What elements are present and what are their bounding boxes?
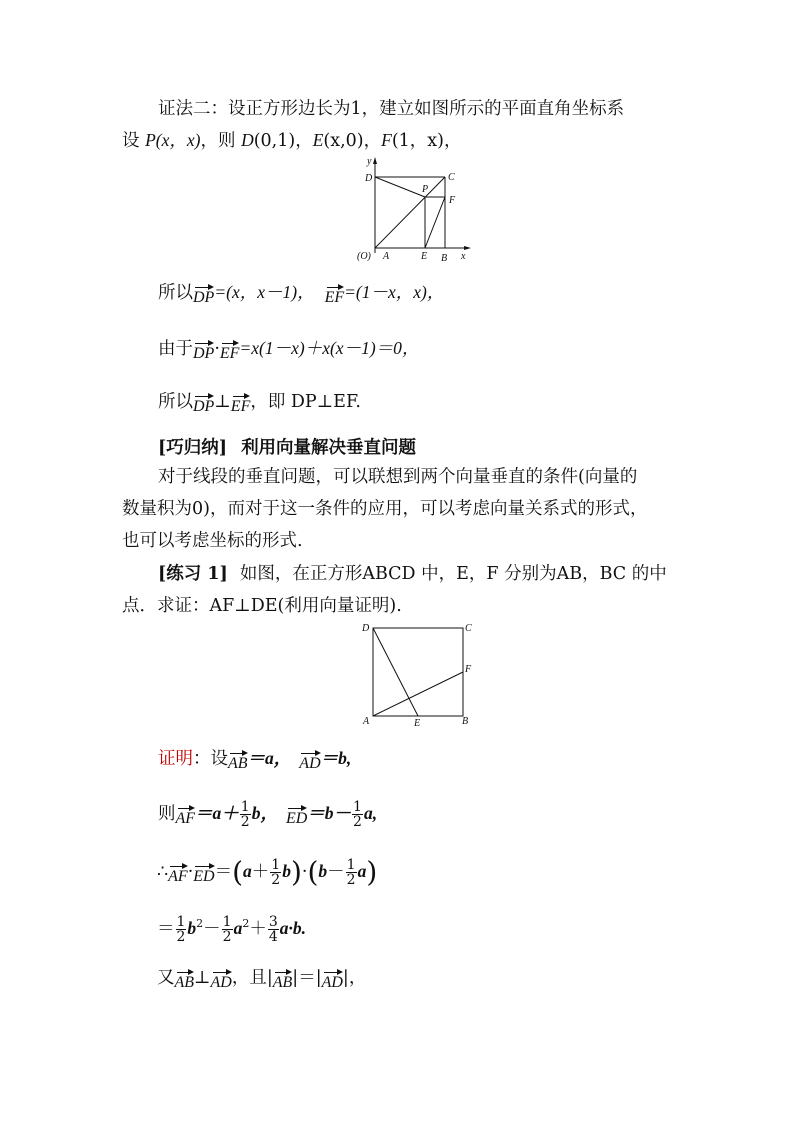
frac-half-4 [346, 858, 357, 887]
ed-expr-2: a, [363, 803, 378, 823]
exercise-line-1 [158, 562, 667, 586]
diagonal-ac [375, 177, 445, 248]
exercise-tag: [练习 1] [158, 564, 228, 584]
coordinate-figure [355, 155, 480, 265]
perp-conclusion-line [158, 390, 361, 415]
point-d: D [241, 130, 254, 150]
frac-den-3: 2 [271, 872, 281, 888]
label-b2: B [462, 716, 469, 727]
suoyi-text-2: 所以 [158, 392, 193, 412]
equals-1: ＝ [214, 862, 233, 882]
frac-den-2: 2 [353, 814, 362, 830]
proof2-intro: 证法二：设正方形边长为1，建立如图所示的平面直角坐标系 [158, 99, 625, 119]
vec-ab-3: AB [273, 969, 293, 991]
vec-ad-2: AD [211, 969, 232, 991]
label-x: x [461, 251, 466, 262]
point-f-coords: (1，x)， [391, 131, 462, 151]
label-y: y [367, 156, 372, 167]
segment-de [373, 628, 418, 716]
segment-af [373, 672, 463, 716]
point-d-coords: (0,1)， [253, 131, 313, 151]
af-ed-line [158, 800, 377, 829]
frac-num-7: 3 [268, 913, 278, 930]
frac-num-3: 1 [271, 857, 281, 873]
exercise-line-2: 点．求证：AF⊥DE(利用向量证明). [122, 596, 402, 616]
suoyi-text: 所以 [158, 283, 193, 303]
frac-num-6: 1 [222, 913, 232, 930]
af-expr-1: ＝a＋ [195, 803, 239, 823]
ed-expr-1: ＝b－ [307, 803, 352, 823]
summary-line-2: 数量积为0)，而对于这一条件的应用，可以考虑向量关系式的形式， [122, 499, 648, 519]
vec-ab: AB [228, 750, 248, 772]
ef-value: =(1－x，x)， [344, 282, 445, 302]
therefore-symbol: ∴ [157, 862, 169, 882]
frac-num-4: 1 [346, 857, 356, 873]
frac-half-3 [270, 858, 281, 887]
label-e2: E [414, 718, 421, 729]
abs-eq: |＝| [292, 968, 322, 988]
dp-value: =(x，x－1)， [214, 282, 315, 302]
summary-line-1: 对于线段的垂直问题，可以联想到两个向量垂直的条件(向量的 [158, 467, 638, 487]
square-figure [358, 618, 478, 730]
point-p-coords: (x，x) [155, 130, 201, 150]
af-expr-2: b， [251, 803, 278, 823]
frac-half [240, 800, 251, 829]
vec-ef-3: EF [231, 393, 251, 415]
eq-b: ＝b, [320, 748, 352, 768]
label-o: (O) [357, 251, 371, 262]
label-b: B [441, 253, 448, 264]
point-e: E [312, 130, 324, 150]
label-d: D [365, 173, 373, 184]
you-text: 又 [157, 968, 175, 988]
summary-title: 利用向量解决垂直问题 [241, 438, 417, 458]
label-c2: C [465, 623, 472, 634]
vec-ed: ED [286, 805, 307, 827]
vec-ab-2: AB [175, 969, 195, 991]
y-axis-arrow-icon [373, 157, 377, 164]
summary-heading [158, 436, 416, 460]
label-a2: A [363, 716, 370, 727]
vec-af-2: AF [168, 863, 188, 885]
frac-num-5: 1 [176, 913, 186, 930]
point-e-coords: (x,0)， [323, 131, 382, 151]
label-p: P [422, 184, 429, 195]
label-e: E [421, 251, 428, 262]
exercise-text-1: 如图，在正方形ABCD 中，E，F 分别为AB，BC 的中 [239, 564, 667, 584]
frac-num-2: 1 [353, 799, 362, 815]
result-tail: a·b. [279, 917, 307, 938]
vec-ef-2: EF [220, 340, 240, 362]
vec-ad: AD [299, 750, 320, 772]
point-f: F [381, 130, 392, 150]
label-f: F [449, 195, 456, 206]
perp-symbol: ⊥ [214, 392, 231, 412]
summary-line-3: 也可以考虑坐标的形式. [122, 531, 303, 551]
vec-ef: EF [325, 284, 345, 306]
frac-den-7: 4 [268, 928, 278, 945]
frac-den: 2 [240, 814, 250, 830]
label-a: A [383, 251, 390, 262]
proof2-set-coords [122, 128, 462, 153]
vec-af: AF [176, 805, 196, 827]
frac-den-6: 2 [222, 928, 232, 945]
dot-expand-line: ∴AF·ED＝(a＋ $\frac{1}{2}$ b)·(b－ $\frac{1}{2}$ a) [157, 855, 378, 889]
frac-num: 1 [240, 799, 250, 815]
qie-text: ，且| [231, 968, 273, 988]
abs-end: |， [342, 968, 367, 988]
ze-text: 则 [158, 804, 176, 824]
result-line: ＝ $\frac{1}{2}$ $b^2-$ $\frac{1}{2}$ $a^2+$ $\frac{3}{4}$ a·b. [157, 913, 307, 945]
frac-half-5 [176, 915, 187, 944]
frac-den-4: 2 [346, 872, 356, 888]
square-abcd [373, 628, 463, 716]
conclusion-text: ，即 DP⊥EF. [250, 392, 361, 412]
eq-a: ＝a， [247, 748, 292, 768]
proof-setup-line [158, 746, 351, 772]
vec-dp-2: DP [193, 340, 214, 362]
vec-ed-2: ED [193, 863, 214, 885]
label-d2: D [362, 623, 370, 634]
vec-dp: DP [193, 284, 214, 306]
then-text: ，则 [200, 131, 242, 151]
frac-half-6 [222, 915, 233, 944]
perp-condition-line [157, 966, 366, 991]
perp-symbol-2: ⊥ [194, 968, 211, 988]
youyu-text: 由于 [158, 339, 193, 359]
dot-value: =x(1－x)＋x(x－1)＝0， [239, 338, 420, 358]
segment-dp [375, 177, 425, 197]
vec-ad-3: AD [322, 969, 343, 991]
proof-label: 证明 [158, 749, 193, 769]
label-c: C [448, 172, 455, 183]
label-f2: F [465, 664, 472, 675]
frac-den-5: 2 [176, 928, 186, 945]
set-prefix: 设 [122, 131, 146, 151]
frac-half-2 [352, 800, 363, 829]
proof-colon: ：设 [193, 749, 228, 769]
vector-coords-line [158, 280, 444, 306]
vec-dp-3: DP [193, 393, 214, 415]
summary-tag: [巧归纳] [158, 438, 228, 458]
x-axis-arrow-icon [464, 246, 471, 250]
frac-three-quarters [268, 915, 279, 944]
point-p: P [145, 130, 156, 150]
dot-product-line: 由于DP·EF=x(1－x)＋x(x－1)＝0， [158, 338, 420, 362]
segment-ef [425, 197, 445, 248]
